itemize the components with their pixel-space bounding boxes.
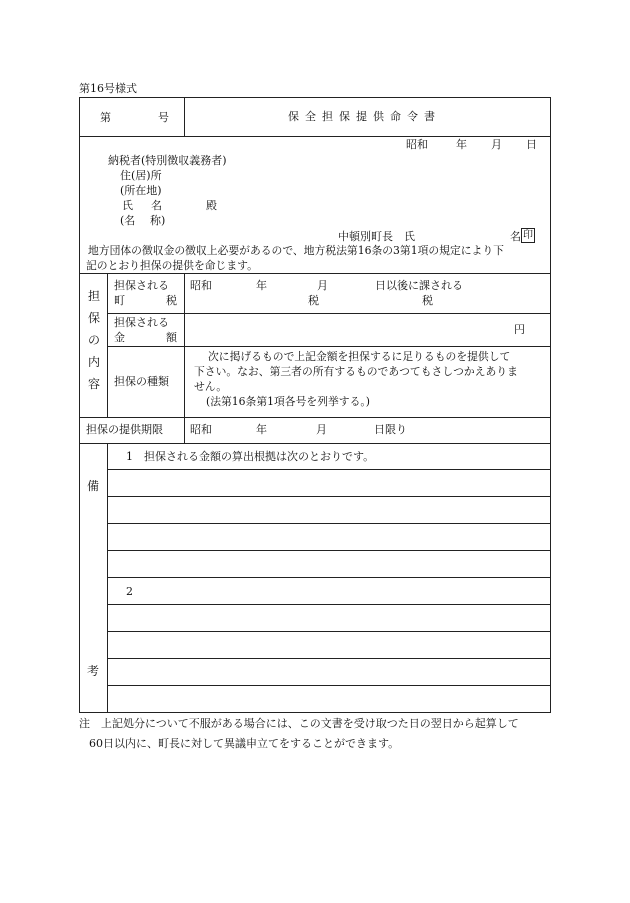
footnote-line1: 注 上記処分について不服がある場合には、この文書を受け取つた日の翌日から起算して [79,717,519,730]
remarks-label-bottom: 考 [87,664,100,678]
address-label: 住(居)所 [120,169,162,182]
seal-char: 印 [523,230,533,241]
issuer-label: 中頓別町長 氏 [338,230,415,243]
name-label-2: 名 [151,199,162,212]
divider [80,136,550,137]
date-era: 昭和 [406,138,428,151]
remarks-ruled-line [107,577,550,578]
secured-tax-blank1: 税 [308,294,319,307]
notice-body-line1: 地方団体の徴収金の徴収上必要があるので、地方税法第16条の3第1項の規定により下 [88,244,504,257]
form-table [79,97,551,713]
remarks-ruled-line [107,523,550,524]
remarks-item-1: 1 担保される金額の算出根拠は次のとおりです。 [126,450,375,463]
header-divider [184,98,185,136]
divider [80,443,550,444]
amount-unit: 円 [514,323,525,336]
remarks-item-2: 2 [126,585,133,598]
location-label: (所在地) [120,184,162,197]
remarks-ruled-line [107,550,550,551]
remarks-ruled-line [107,685,550,686]
collateral-type-text-3: せん。 [194,380,228,393]
dono-label: 殿 [206,199,217,212]
secured-amount-label-line1: 担保される [114,316,169,329]
remarks-ruled-line [107,469,550,470]
remarks-ruled-line [107,658,550,659]
form-number: 第16号様式 [79,82,137,95]
secured-tax-month: 月 [317,279,328,292]
title-label-2: 称) [150,214,166,227]
collateral-type-text-2: 下さい。なお、第三者の所有するものであつてもさしつかえありま [194,365,518,378]
deadline-suffix: 日限り [374,423,407,436]
collateral-type-label: 担保の種類 [114,375,169,388]
taxpayer-label: 納税者(特別徴収義務者) [108,154,227,167]
remarks-ruled-line [107,604,550,605]
secured-tax-label-cho: 町 [114,294,125,307]
remarks-label-top: 備 [87,479,100,493]
secured-amount-label-kin: 金 [114,331,125,344]
divider [184,273,185,417]
secured-tax-suffix: 日以後に課される [375,279,463,292]
title-label-1: (名 [120,214,136,227]
collateral-char: 担 [87,289,100,303]
collateral-char: 容 [87,377,100,391]
collateral-char: の [87,333,100,347]
number-label-dai: 第 [100,111,111,124]
seal-mark [521,228,535,243]
secured-tax-label-zei: 税 [166,294,177,307]
remarks-ruled-line [107,496,550,497]
document-title: 保全担保提供命令書 [288,110,441,123]
deadline-month: 月 [316,423,327,436]
deadline-era: 昭和 [190,423,212,436]
collateral-type-text-1: 次に掲げるもので上記金額を担保するに足りるものを提供して [208,350,511,363]
date-year: 年 [456,138,467,151]
collateral-char: 内 [87,355,100,369]
divider [107,273,108,417]
divider [107,346,550,347]
date-month: 月 [491,138,502,151]
remarks-ruled-line [107,631,550,632]
divider [80,417,550,418]
collateral-type-text-4: (法第16条第1項各号を列挙する。) [206,395,370,408]
secured-tax-label-line1: 担保される [114,279,169,292]
divider [107,313,550,314]
deadline-year: 年 [256,423,267,436]
name-label-1: 氏 [122,199,133,212]
footnote-line2: 60日以内に、町長に対して異議申立てをすることができます。 [89,737,400,750]
secured-tax-blank2: 税 [422,294,433,307]
date-day: 日 [526,138,537,151]
collateral-section-label [86,290,102,400]
collateral-char: 保 [87,311,100,325]
secured-amount-label-gaku: 額 [166,331,177,344]
number-label-go: 号 [158,111,169,124]
secured-tax-year: 年 [256,279,267,292]
divider [80,273,550,274]
issuer-name-char: 名 [510,230,521,243]
secured-tax-era: 昭和 [190,279,212,292]
divider [184,417,185,443]
notice-body-line2: 記のとおり担保の提供を命じます。 [86,259,258,272]
deadline-label: 担保の提供期限 [86,423,163,436]
